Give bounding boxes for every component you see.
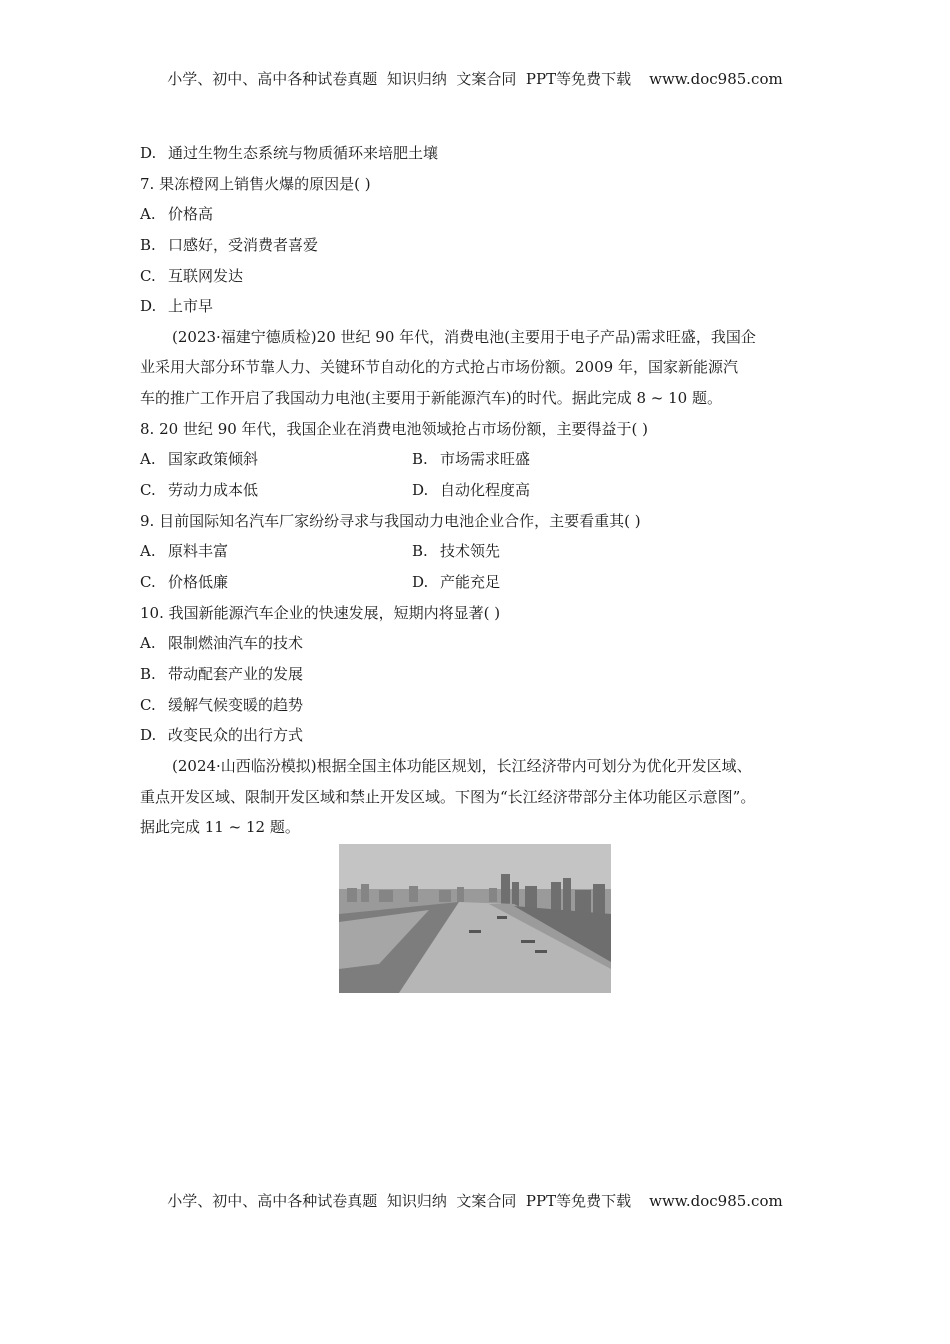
q6-option-d: D. 通过生物生态系统与物质循环来培肥土壤 [140,144,439,162]
page-footer [0,1190,950,1211]
footer-site: www.doc985.com [649,1192,783,1210]
page-header [0,68,950,89]
footer-text: 小学、初中、高中各种试卷真题 知识归纳 文案合同 PPT等免费下载 [167,1192,632,1210]
header-site: www.doc985.com [649,70,783,88]
passage1-line-3: 车的推广工作开启了我国动力电池(主要用于新能源汽车)的时代。据此完成 8 ~ 10 题。 [140,389,722,407]
q7-option-a: A. 价格高 [140,205,214,223]
q7-option-c: C. 互联网发达 [140,267,244,285]
q9-options-row-1: A. 原料丰富 B. 技术领先 [140,542,501,560]
passage2-line-2: 重点开发区域、限制开发区域和禁止开发区域。下图为“长江经济带部分主体功能区示意图”。 [140,788,756,806]
q10-stem: 10. 我国新能源汽车企业的快速发展，短期内将显著( ) [140,604,501,622]
q10-option-c: C. 缓解气候变暖的趋势 [140,696,304,714]
q8-options-row-1: A. 国家政策倾斜 B. 市场需求旺盛 [140,450,531,468]
q10-option-b: B. 带动配套产业的发展 [140,665,304,683]
river-city-photo [339,844,611,993]
passage1-line-2: 业采用大部分环节靠人力、关键环节自动化的方式抢占市场份额。2009 年，国家新能源汽 [140,358,738,376]
q9-options-row-2: C. 价格低廉 D. 产能充足 [140,573,501,591]
q9-stem: 9. 目前国际知名汽车厂家纷纷寻求与我国动力电池企业合作，主要看重其( ) [140,512,641,530]
passage2-line-1: (2024·山西临汾模拟)根据全国主体功能区规划，长江经济带内可划分为优化开发区域、 [172,757,752,775]
q8-stem: 8. 20 世纪 90 年代，我国企业在消费电池领域抢占市场份额，主要得益于( ) [140,420,649,438]
q7-option-b: B. 口感好，受消费者喜爱 [140,236,319,254]
q10-option-d: D. 改变民众的出行方式 [140,726,304,744]
passage1-line-1: (2023·福建宁德质检)20 世纪 90 年代，消费电池(主要用于电子产品)需求旺盛，我国企 [172,328,756,346]
q7-stem: 7. 果冻橙网上销售火爆的原因是( ) [140,175,371,193]
header-text: 小学、初中、高中各种试卷真题 知识归纳 文案合同 PPT等免费下载 [167,70,632,88]
q10-option-a: A. 限制燃油汽车的技术 [140,634,304,652]
q8-options-row-2: C. 劳动力成本低 D. 自动化程度高 [140,481,531,499]
river-city-photo-drawing [339,844,611,993]
passage2-line-3: 据此完成 11 ~ 12 题。 [140,818,300,836]
q7-option-d: D. 上市早 [140,297,214,315]
